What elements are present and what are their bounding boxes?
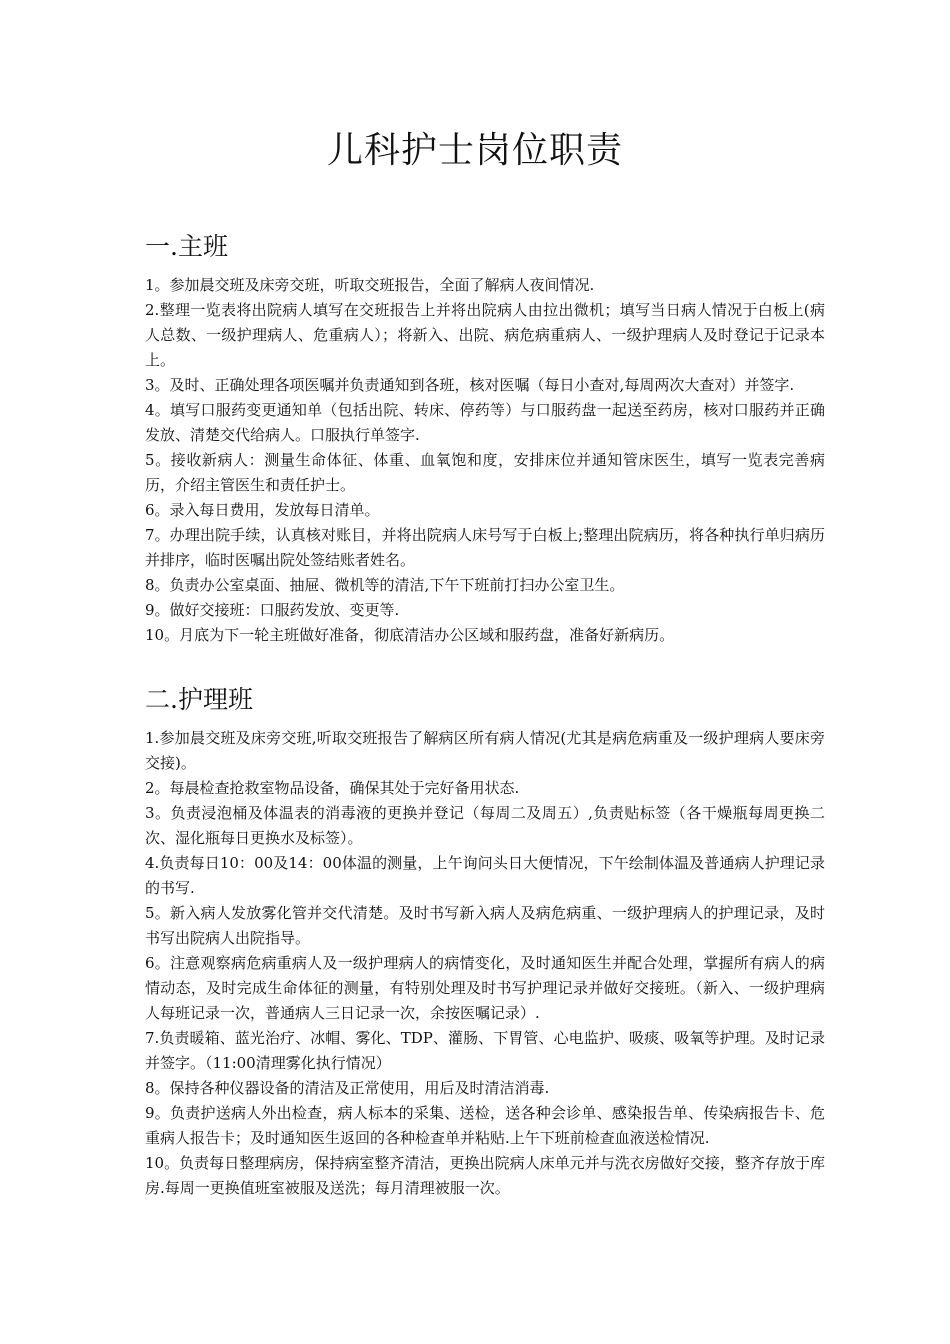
duty-item: 3。及时、正确处理各项医嘱并负责通知到各班，核对医嘱（每日小查对,每周两次大查对）并签字. (145, 376, 795, 394)
duty-item: 1.参加晨交班及床旁交班,听取交班报告了解病区所有病人情况(尤其是病危病重及一级护理病人要床旁交接)。 (145, 729, 825, 772)
duty-list (145, 273, 825, 648)
duty-item: 8。保持各种仪器设备的清洁及正常使用，用后及时清洁消毒. (145, 1079, 550, 1097)
duty-item: 6。录入每日费用，发放每日清单。 (145, 501, 380, 519)
duty-item: 9。负责护送病人外出检查，病人标本的采集、送检，送各种会诊单、感染报告单、传染病报告卡、危重病人报告卡；及时通知医生返回的各种检查单并粘贴.上午下班前检查血液送检情况. (145, 1104, 825, 1147)
duty-item: 7.负责暖箱、蓝光治疗、冰帽、雾化、TDP、灌肠、下胃管、心电监护、吸痰、吸氧等护理。及时记录并签字。（11:00清理雾化执行情况） (145, 1029, 825, 1072)
duty-list (145, 726, 825, 1201)
duty-item: 3。负责浸泡桶及体温表的消毒液的更换并登记（每周二及周五）,负责贴标签（各干燥瓶每周更换二次、湿化瓶每日更换水及标签）。 (145, 804, 825, 847)
duty-item: 2.整理一览表将出院病人填写在交班报告上并将出院病人由拉出微机；填写当日病人情况于白板上(病人总数、一级护理病人、危重病人）；将新入、出院、病危病重病人、一级护理病人及时登记于记录本上。 (145, 301, 825, 369)
duty-item: 7。办理出院手续，认真核对账目，并将出院病人床号写于白板上;整理出院病历，将各种执行单归病历并排序，临时医嘱出院处签结账者姓名。 (145, 526, 825, 569)
duty-item: 1。参加晨交班及床旁交班，听取交班报告，全面了解病人夜间情况. (145, 276, 595, 294)
duty-item: 4。填写口服药变更通知单（包括出院、转床、停药等）与口服药盘一起送至药房，核对口服药并正确发放、清楚交代给病人。口服执行单签字. (145, 401, 825, 444)
duty-item: 5。新入病人发放雾化管并交代清楚。及时书写新入病人及病危病重、一级护理病人的护理记录，及时书写出院病人出院指导。 (145, 904, 825, 947)
duty-item: 4.负责每日10：00及14：00体温的测量，上午询问头日大便情况，下午绘制体温及普通病人护理记录的书写. (145, 854, 825, 897)
section-heading: 二.护理班 (145, 685, 253, 714)
duty-item: 8。负责办公室桌面、抽屉、微机等的清洁,下午下班前打扫办公室卫生。 (145, 576, 625, 594)
duty-item: 2。每晨检查抢救室物品设备，确保其处于完好备用状态. (145, 779, 520, 797)
section-heading: 一.主班 (145, 232, 228, 261)
duty-item: 9。做好交接班：口服药发放、变更等. (145, 601, 400, 619)
section-nursing-shift (145, 682, 825, 1201)
document-title: 儿科护士岗位职责 (326, 130, 623, 171)
duty-item: 6。注意观察病危病重病人及一级护理病人的病情变化，及时通知医生并配合处理，掌握所有病人的病情动态，及时完成生命体征的测量，有特别处理及时书写护理记录并做好交接班。（新入、一级护理病人每班记录一次，普通病人三日记录一次，余按医嘱记录）. (145, 954, 825, 1022)
duty-item: 5。接收新病人：测量生命体征、体重、血氧饱和度，安排床位并通知管床医生，填写一览表完善病历，介绍主管医生和责任护士。 (145, 451, 825, 494)
duty-item: 10。负责每日整理病房，保持病室整齐清洁，更换出院病人床单元并与洗衣房做好交接，整齐存放于库房.每周一更换值班室被服及送洗；每月清理被服一次。 (145, 1154, 825, 1197)
duty-item: 10。月底为下一轮主班做好准备，彻底清洁办公区域和服药盘，准备好新病历。 (145, 626, 675, 644)
section-main-shift (145, 229, 825, 648)
